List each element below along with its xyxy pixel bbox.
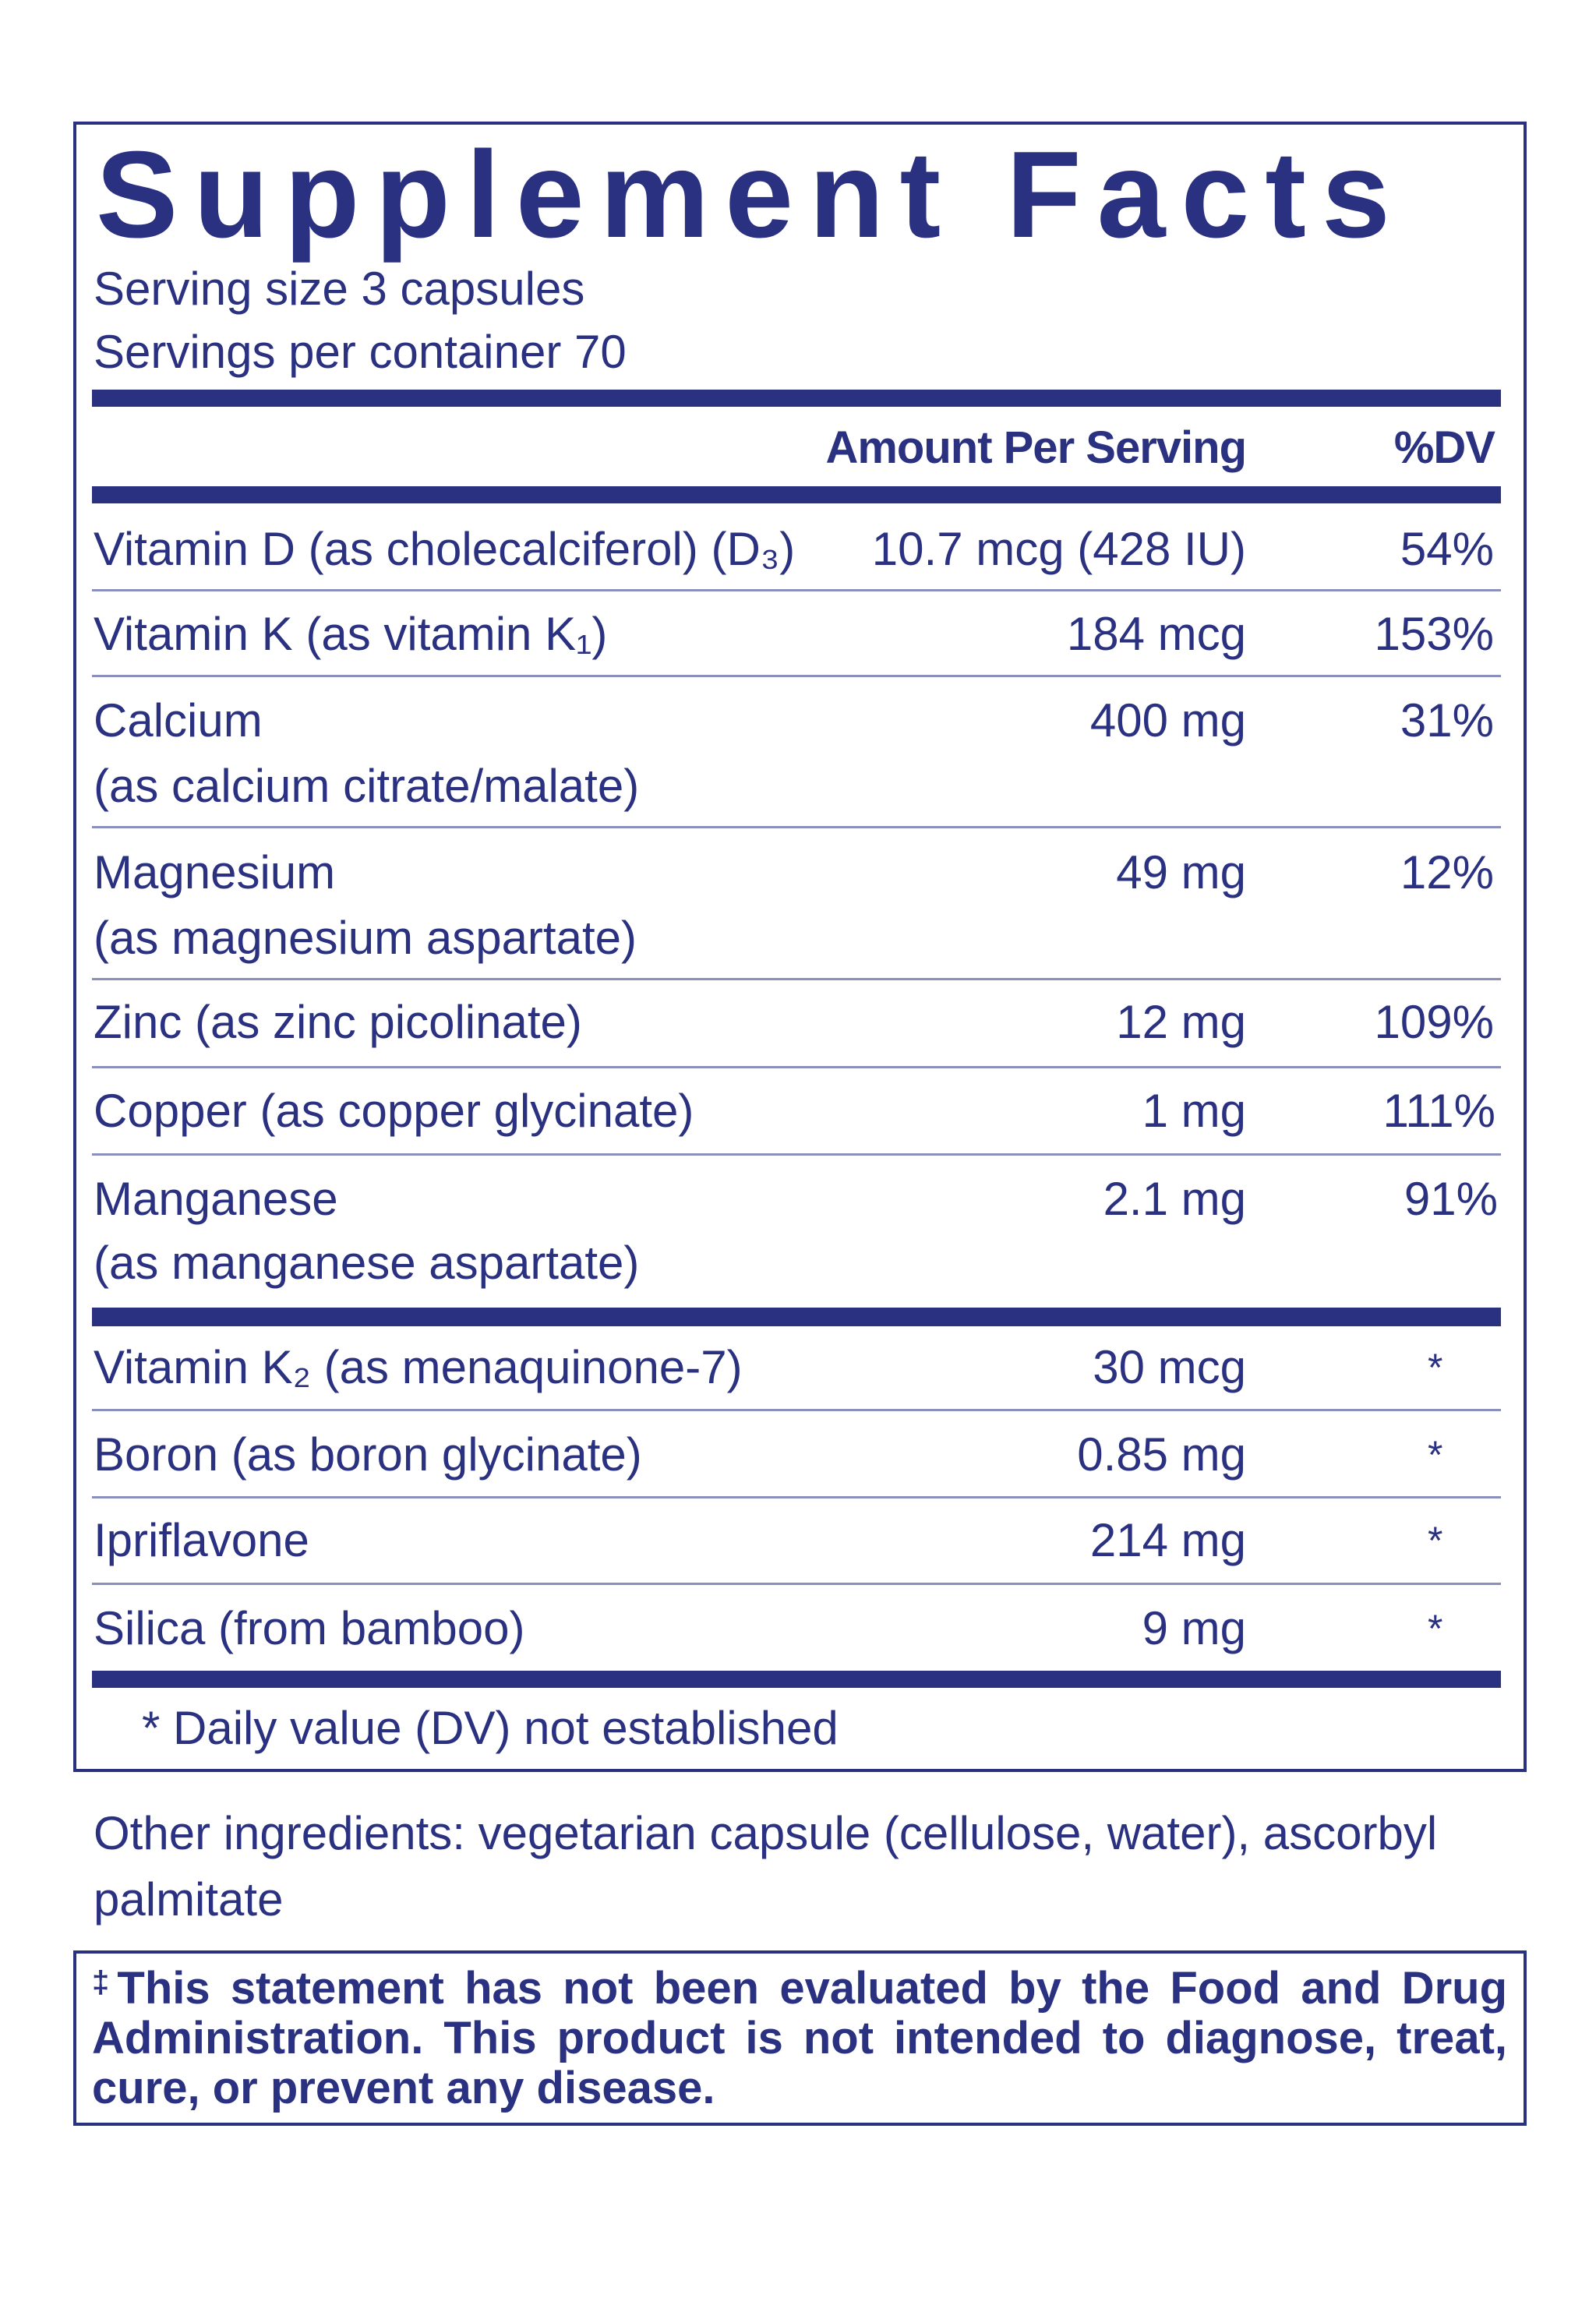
other-ingredients: Other ingredients: vegetarian capsule (cellulose, water), ascorbyl palmitate	[94, 1807, 1438, 1926]
nutrient-name: Boron (as boron glycinate)	[94, 1428, 642, 1481]
section-divider	[92, 1308, 1501, 1326]
dv-not-established-mark: *	[1428, 1519, 1443, 1562]
bottom-divider	[92, 1671, 1501, 1688]
nutrient-dv: 91%	[1404, 1173, 1498, 1225]
row-divider	[92, 978, 1501, 980]
nutrient-amount: 2.1 mg	[1103, 1173, 1246, 1225]
nutrient-amount: 9 mg	[1142, 1602, 1246, 1654]
dv-not-established-mark: *	[1428, 1433, 1443, 1477]
row-divider	[92, 1066, 1501, 1068]
nutrient-dv: 12%	[1400, 846, 1494, 898]
label-title: Supplement Facts	[96, 126, 1406, 263]
nutrient-name: Zinc (as zinc picolinate)	[94, 996, 582, 1048]
nutrient-source: (as manganese aspartate)	[94, 1237, 640, 1289]
dv-footnote: * Daily value (DV) not established	[142, 1702, 839, 1754]
row-divider	[92, 589, 1501, 591]
nutrient-amount: 184 mcg	[1066, 608, 1246, 660]
nutrient-name: Silica (from bamboo)	[94, 1602, 525, 1654]
dv-not-established-mark: *	[1428, 1607, 1443, 1650]
header-divider	[92, 486, 1501, 503]
nutrient-name: Vitamin D (as cholecalciferol) (D₃)	[94, 523, 796, 575]
row-divider	[92, 1409, 1501, 1411]
nutrient-amount: 49 mg	[1116, 846, 1246, 898]
nutrient-name: Calcium	[94, 694, 263, 747]
nutrient-amount: 10.7 mcg (428 IU)	[871, 523, 1246, 575]
row-divider	[92, 1153, 1501, 1156]
nutrient-name: Ipriflavone	[94, 1514, 309, 1566]
serving-size: Serving size 3 capsules	[94, 263, 585, 315]
nutrient-amount: 0.85 mg	[1077, 1428, 1246, 1481]
nutrient-dv: 109%	[1374, 996, 1494, 1048]
nutrient-dv: 31%	[1400, 694, 1494, 747]
header-amount: Amount Per Serving	[825, 422, 1246, 473]
nutrient-amount: 214 mg	[1089, 1514, 1246, 1566]
thick-divider	[92, 390, 1501, 407]
row-divider	[92, 1496, 1501, 1498]
row-divider	[92, 675, 1501, 677]
nutrient-amount: 1 mg	[1142, 1085, 1246, 1137]
nutrient-name: Vitamin K (as vitamin K₁)	[94, 608, 608, 660]
dv-not-established-mark: *	[1428, 1346, 1443, 1389]
row-divider	[92, 1583, 1501, 1585]
nutrient-dv: 54%	[1400, 523, 1494, 575]
servings-per-container: Servings per container 70	[94, 326, 627, 378]
nutrient-amount: 12 mg	[1116, 996, 1246, 1048]
double-dagger-mark: ‡	[92, 1965, 118, 2000]
nutrient-amount: 400 mg	[1089, 694, 1246, 747]
nutrient-source: (as magnesium aspartate)	[94, 912, 637, 964]
nutrient-name: Copper (as copper glycinate)	[94, 1085, 694, 1137]
nutrient-name: Manganese	[94, 1173, 338, 1225]
fda-disclaimer	[92, 1957, 1507, 2113]
header-dv: %DV	[1393, 422, 1495, 473]
nutrient-source: (as calcium citrate/malate)	[94, 760, 640, 812]
nutrient-name: Magnesium	[94, 846, 336, 898]
nutrient-amount: 30 mcg	[1093, 1341, 1246, 1393]
nutrient-name: Vitamin K₂ (as menaquinone-7)	[94, 1341, 743, 1393]
nutrient-dv: 111%	[1382, 1085, 1495, 1137]
row-divider	[92, 826, 1501, 828]
disclaimer-text: This statement has not been evaluated by the Food and Drug Administration. This product is not intended to diagnose, treat, cure, or prevent any disease.	[92, 1963, 1507, 2113]
nutrient-dv: 153%	[1374, 608, 1494, 660]
